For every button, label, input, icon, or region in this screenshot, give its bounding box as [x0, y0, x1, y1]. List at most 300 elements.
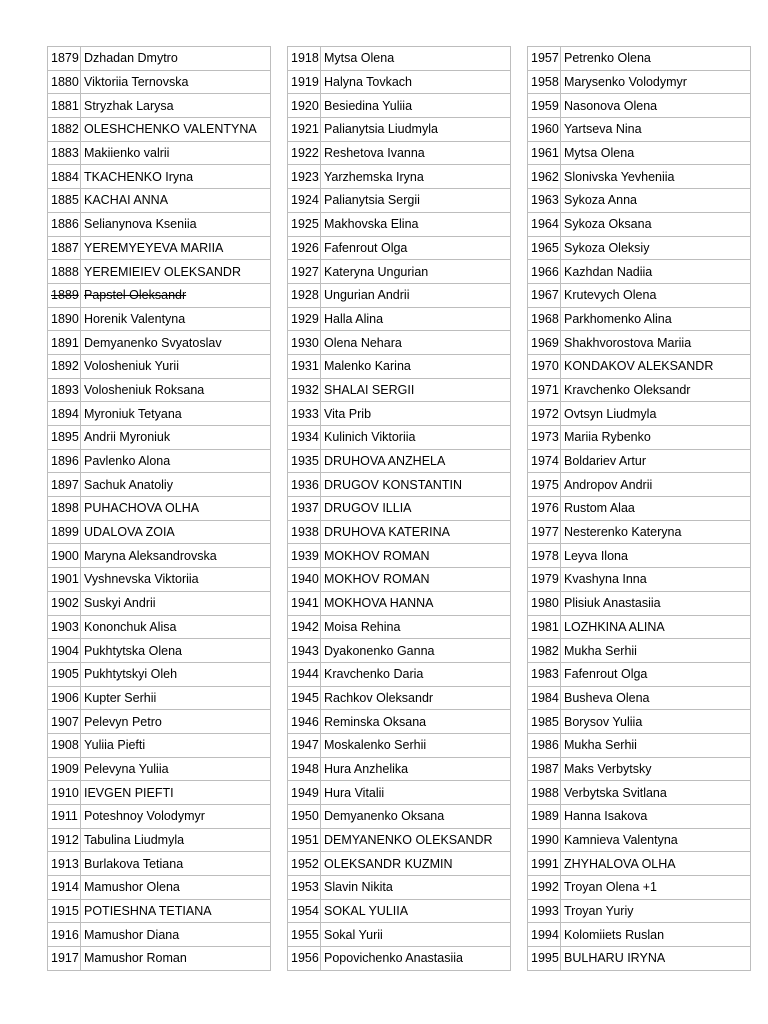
list-row — [288, 876, 511, 900]
entry-name: Sykoza Oleksiy — [561, 236, 751, 260]
entry-number: 1968 — [528, 307, 561, 331]
entry-name: MOKHOV ROMAN — [321, 568, 511, 592]
entry-number: 1899 — [48, 520, 81, 544]
entry-name: Makhovska Elina — [321, 212, 511, 236]
entry-number: 1948 — [288, 757, 321, 781]
list-row — [288, 331, 511, 355]
entry-number: 1980 — [528, 591, 561, 615]
entry-name: Vita Prib — [321, 402, 511, 426]
list-row — [288, 923, 511, 947]
entry-number: 1993 — [528, 899, 561, 923]
list-row — [528, 568, 751, 592]
list-row — [288, 710, 511, 734]
list-row — [48, 426, 271, 450]
entry-number: 1928 — [288, 283, 321, 307]
entry-number: 1910 — [48, 781, 81, 805]
entry-name: Popovichenko Anastasiia — [321, 947, 511, 971]
entry-name: LOZHKINA ALINA — [561, 615, 751, 639]
list-row — [288, 283, 511, 307]
entry-name: Suskyi Andrii — [81, 591, 271, 615]
entry-name: Kravchenko Oleksandr — [561, 378, 751, 402]
list-row — [528, 828, 751, 852]
entry-number: 1992 — [528, 876, 561, 900]
entry-name: Plisiuk Anastasiia — [561, 591, 751, 615]
entry-name: Krutevych Olena — [561, 283, 751, 307]
entry-number: 1977 — [528, 520, 561, 544]
list-row — [48, 378, 271, 402]
entry-name: Hanna Isakova — [561, 805, 751, 829]
entry-number: 1927 — [288, 260, 321, 284]
entry-name: Mytsa Olena — [561, 141, 751, 165]
entry-name: YEREMIEIEV OLEKSANDR — [81, 260, 271, 284]
entry-name: Tabulina Liudmyla — [81, 828, 271, 852]
entry-number: 1881 — [48, 94, 81, 118]
list-row — [48, 876, 271, 900]
entry-name: Mamushor Roman — [81, 947, 271, 971]
entry-number: 1925 — [288, 212, 321, 236]
entry-number: 1979 — [528, 568, 561, 592]
list-row — [288, 568, 511, 592]
list-row — [288, 94, 511, 118]
entry-number: 1887 — [48, 236, 81, 260]
list-row — [288, 615, 511, 639]
entry-name: Volosheniuk Yurii — [81, 354, 271, 378]
entry-number: 1950 — [288, 805, 321, 829]
entry-number: 1909 — [48, 757, 81, 781]
list-row — [528, 473, 751, 497]
entry-number: 1971 — [528, 378, 561, 402]
list-row — [528, 639, 751, 663]
entry-name: POTIESHNA TETIANA — [81, 899, 271, 923]
list-row — [288, 378, 511, 402]
entry-number: 1915 — [48, 899, 81, 923]
list-row — [288, 260, 511, 284]
entry-number: 1969 — [528, 331, 561, 355]
list-row — [288, 118, 511, 142]
entry-name: Verbytska Svitlana — [561, 781, 751, 805]
entry-name: Fafenrout Olga — [321, 236, 511, 260]
entry-name: Maryna Aleksandrovska — [81, 544, 271, 568]
entry-name: Nasonova Olena — [561, 94, 751, 118]
entry-name: Rachkov Oleksandr — [321, 686, 511, 710]
list-row — [528, 283, 751, 307]
list-row — [48, 354, 271, 378]
entry-name: Parkhomenko Alina — [561, 307, 751, 331]
list-row — [288, 662, 511, 686]
entry-number: 1879 — [48, 47, 81, 71]
entry-number: 1958 — [528, 70, 561, 94]
list-row — [528, 615, 751, 639]
entry-number: 1930 — [288, 331, 321, 355]
list-row — [528, 733, 751, 757]
entry-name: Stryzhak Larysa — [81, 94, 271, 118]
entry-name: Pavlenko Alona — [81, 449, 271, 473]
list-row — [48, 118, 271, 142]
entry-number: 1916 — [48, 923, 81, 947]
entry-number: 1883 — [48, 141, 81, 165]
entry-number: 1976 — [528, 497, 561, 521]
list-row — [288, 354, 511, 378]
entry-number: 1908 — [48, 733, 81, 757]
entry-number: 1964 — [528, 212, 561, 236]
entry-number: 1939 — [288, 544, 321, 568]
entry-number: 1893 — [48, 378, 81, 402]
entry-number: 1917 — [48, 947, 81, 971]
entry-name: PUHACHOVA OLHA — [81, 497, 271, 521]
entry-name: Sokal Yurii — [321, 923, 511, 947]
entry-number: 1981 — [528, 615, 561, 639]
entry-name: Sykoza Anna — [561, 189, 751, 213]
list-row — [48, 757, 271, 781]
list-row — [48, 520, 271, 544]
list-row — [528, 354, 751, 378]
entry-name: Pukhtytska Olena — [81, 639, 271, 663]
entry-name: SHALAI SERGII — [321, 378, 511, 402]
entry-name: Fafenrout Olga — [561, 662, 751, 686]
entry-number: 1972 — [528, 402, 561, 426]
list-row — [48, 307, 271, 331]
entry-name: Pelevyn Petro — [81, 710, 271, 734]
entry-number: 1946 — [288, 710, 321, 734]
entry-name: MOKHOV ROMAN — [321, 544, 511, 568]
list-row — [288, 591, 511, 615]
entry-number: 1901 — [48, 568, 81, 592]
list-row — [288, 473, 511, 497]
list-row — [288, 70, 511, 94]
name-list-column-2 — [287, 46, 511, 971]
entry-number: 1904 — [48, 639, 81, 663]
entry-name: OLESHCHENKO VALENTYNA — [81, 118, 271, 142]
entry-number: 1941 — [288, 591, 321, 615]
entry-number: 1940 — [288, 568, 321, 592]
list-row — [288, 141, 511, 165]
list-row — [48, 923, 271, 947]
list-row — [48, 568, 271, 592]
entry-name: Hura Anzhelika — [321, 757, 511, 781]
list-row — [528, 94, 751, 118]
entry-name: UDALOVA ZOIA — [81, 520, 271, 544]
entry-number: 1923 — [288, 165, 321, 189]
entry-number: 1880 — [48, 70, 81, 94]
list-row — [288, 828, 511, 852]
entry-number: 1926 — [288, 236, 321, 260]
list-row — [288, 402, 511, 426]
entry-number: 1932 — [288, 378, 321, 402]
list-row — [48, 615, 271, 639]
entry-number: 1934 — [288, 426, 321, 450]
entry-name: Malenko Karina — [321, 354, 511, 378]
entry-name: Marysenko Volodymyr — [561, 70, 751, 94]
list-row — [288, 733, 511, 757]
entry-name: Kravchenko Daria — [321, 662, 511, 686]
list-row — [48, 331, 271, 355]
entry-name: TKACHENKO Iryna — [81, 165, 271, 189]
list-row — [48, 141, 271, 165]
entry-number: 1913 — [48, 852, 81, 876]
list-row — [288, 497, 511, 521]
list-row — [528, 899, 751, 923]
entry-name: Ungurian Andrii — [321, 283, 511, 307]
entry-number: 1896 — [48, 449, 81, 473]
list-row — [528, 141, 751, 165]
entry-number: 1945 — [288, 686, 321, 710]
entry-name: Besiedina Yuliia — [321, 94, 511, 118]
list-row — [48, 283, 271, 307]
list-row — [48, 189, 271, 213]
list-row — [48, 828, 271, 852]
entry-name: Mamushor Diana — [81, 923, 271, 947]
list-row — [288, 639, 511, 663]
list-row — [48, 47, 271, 71]
entry-number: 1989 — [528, 805, 561, 829]
entry-name: Kvashyna Inna — [561, 568, 751, 592]
entry-name: Kolomiiets Ruslan — [561, 923, 751, 947]
entry-name: Reshetova Ivanna — [321, 141, 511, 165]
list-row — [528, 497, 751, 521]
list-row — [288, 757, 511, 781]
name-list-column-3 — [527, 46, 751, 971]
list-row — [528, 805, 751, 829]
entry-name: Burlakova Tetiana — [81, 852, 271, 876]
list-row — [528, 212, 751, 236]
list-row — [48, 94, 271, 118]
list-row — [48, 212, 271, 236]
entry-name: Volosheniuk Roksana — [81, 378, 271, 402]
entry-name: Kateryna Ungurian — [321, 260, 511, 284]
list-row — [48, 781, 271, 805]
list-row — [288, 426, 511, 450]
entry-name: DRUGOV ILLIA — [321, 497, 511, 521]
list-row — [528, 165, 751, 189]
entry-name: Kamnieva Valentyna — [561, 828, 751, 852]
entry-number: 1987 — [528, 757, 561, 781]
entry-number: 1918 — [288, 47, 321, 71]
entry-number: 1988 — [528, 781, 561, 805]
list-row — [528, 449, 751, 473]
entry-name: Palianytsia Sergii — [321, 189, 511, 213]
entry-name: Sachuk Anatoliy — [81, 473, 271, 497]
entry-name: IEVGEN PIEFTI — [81, 781, 271, 805]
entry-number: 1882 — [48, 118, 81, 142]
entry-name: YEREMYEYEVA MARIIA — [81, 236, 271, 260]
list-row — [48, 165, 271, 189]
entry-name: Dyakonenko Ganna — [321, 639, 511, 663]
entry-number: 1966 — [528, 260, 561, 284]
entry-name: DEMYANENKO OLEKSANDR — [321, 828, 511, 852]
list-row — [288, 544, 511, 568]
list-row — [48, 402, 271, 426]
list-row — [528, 331, 751, 355]
list-row — [48, 662, 271, 686]
entry-name: Kononchuk Alisa — [81, 615, 271, 639]
entry-number: 1886 — [48, 212, 81, 236]
entry-name: Demyanenko Svyatoslav — [81, 331, 271, 355]
entry-number: 1944 — [288, 662, 321, 686]
entry-name: Mukha Serhii — [561, 639, 751, 663]
entry-name: Borysov Yuliia — [561, 710, 751, 734]
list-row — [288, 781, 511, 805]
list-row — [288, 189, 511, 213]
list-row — [528, 402, 751, 426]
entry-number: 1951 — [288, 828, 321, 852]
list-row — [528, 236, 751, 260]
entry-name: Demyanenko Oksana — [321, 805, 511, 829]
entry-number: 1991 — [528, 852, 561, 876]
entry-number: 1885 — [48, 189, 81, 213]
entry-name: Yarzhemska Iryna — [321, 165, 511, 189]
list-row — [528, 426, 751, 450]
list-row — [48, 733, 271, 757]
list-row — [48, 686, 271, 710]
list-row — [288, 307, 511, 331]
list-row — [528, 923, 751, 947]
list-row — [288, 852, 511, 876]
entry-number: 1936 — [288, 473, 321, 497]
entry-number: 1956 — [288, 947, 321, 971]
entry-name: Slonivska Yevheniia — [561, 165, 751, 189]
list-row — [48, 710, 271, 734]
entry-name: Yartseva Nina — [561, 118, 751, 142]
list-row — [48, 497, 271, 521]
entry-number: 1889 — [48, 283, 81, 307]
entry-name: ZHYHALOVA OLHA — [561, 852, 751, 876]
list-row — [528, 686, 751, 710]
entry-name: DRUGOV KONSTANTIN — [321, 473, 511, 497]
entry-name: Maks Verbytsky — [561, 757, 751, 781]
entry-name: Mukha Serhii — [561, 733, 751, 757]
entry-number: 1933 — [288, 402, 321, 426]
list-row — [48, 473, 271, 497]
entry-name: Leyva Ilona — [561, 544, 751, 568]
entry-number: 1984 — [528, 686, 561, 710]
entry-name: Hura Vitalii — [321, 781, 511, 805]
list-row — [48, 449, 271, 473]
list-row — [528, 70, 751, 94]
entry-number: 1905 — [48, 662, 81, 686]
entry-name: Mariia Rybenko — [561, 426, 751, 450]
entry-number: 1888 — [48, 260, 81, 284]
entry-number: 1973 — [528, 426, 561, 450]
entry-name: Dzhadan Dmytro — [81, 47, 271, 71]
entry-number: 1982 — [528, 639, 561, 663]
list-row — [48, 947, 271, 971]
list-row — [528, 757, 751, 781]
list-row — [288, 899, 511, 923]
entry-number: 1919 — [288, 70, 321, 94]
entry-number: 1986 — [528, 733, 561, 757]
list-row — [528, 852, 751, 876]
list-row — [288, 165, 511, 189]
entry-name: SOKAL YULIIA — [321, 899, 511, 923]
entry-number: 1965 — [528, 236, 561, 260]
entry-name: Shakhvorostova Mariia — [561, 331, 751, 355]
entry-number: 1892 — [48, 354, 81, 378]
entry-name: Nesterenko Kateryna — [561, 520, 751, 544]
list-row — [288, 947, 511, 971]
list-row — [48, 639, 271, 663]
entry-number: 1924 — [288, 189, 321, 213]
list-row — [48, 591, 271, 615]
entry-name: MOKHOVA HANNA — [321, 591, 511, 615]
entry-number: 1929 — [288, 307, 321, 331]
entry-number: 1935 — [288, 449, 321, 473]
entry-number: 1994 — [528, 923, 561, 947]
entry-number: 1955 — [288, 923, 321, 947]
entry-name: Selianynova Kseniia — [81, 212, 271, 236]
entry-number: 1949 — [288, 781, 321, 805]
entry-number: 1957 — [528, 47, 561, 71]
entry-number: 1967 — [528, 283, 561, 307]
entry-name: DRUHOVA KATERINA — [321, 520, 511, 544]
entry-number: 1995 — [528, 947, 561, 971]
entry-name: Reminska Oksana — [321, 710, 511, 734]
entry-number: 1911 — [48, 805, 81, 829]
entry-name: Busheva Olena — [561, 686, 751, 710]
entry-name: Kulinich Viktoriia — [321, 426, 511, 450]
entry-number: 1974 — [528, 449, 561, 473]
entry-number: 1921 — [288, 118, 321, 142]
entry-number: 1975 — [528, 473, 561, 497]
entry-name: Mamushor Olena — [81, 876, 271, 900]
list-row — [528, 591, 751, 615]
entry-number: 1898 — [48, 497, 81, 521]
entry-name: Troyan Olena +1 — [561, 876, 751, 900]
entry-name: Kazhdan Nadiia — [561, 260, 751, 284]
entry-number: 1959 — [528, 94, 561, 118]
entry-name: Viktoriia Ternovska — [81, 70, 271, 94]
name-list-column-1 — [47, 46, 271, 971]
entry-number: 1884 — [48, 165, 81, 189]
entry-number: 1906 — [48, 686, 81, 710]
entry-name: Moskalenko Serhii — [321, 733, 511, 757]
entry-name: Mytsa Olena — [321, 47, 511, 71]
entry-name: Moisa Rehina — [321, 615, 511, 639]
entry-number: 1914 — [48, 876, 81, 900]
entry-number: 1985 — [528, 710, 561, 734]
entry-number: 1947 — [288, 733, 321, 757]
entry-name: Olena Nehara — [321, 331, 511, 355]
entry-name: Boldariev Artur — [561, 449, 751, 473]
entry-number: 1902 — [48, 591, 81, 615]
entry-name: KACHAI ANNA — [81, 189, 271, 213]
entry-name: OLEKSANDR KUZMIN — [321, 852, 511, 876]
entry-number: 1937 — [288, 497, 321, 521]
entry-name: Halla Alina — [321, 307, 511, 331]
entry-number: 1912 — [48, 828, 81, 852]
entry-number: 1891 — [48, 331, 81, 355]
entry-number: 1960 — [528, 118, 561, 142]
list-row — [288, 805, 511, 829]
list-row — [48, 236, 271, 260]
entry-name: Pukhtytskyi Oleh — [81, 662, 271, 686]
entry-name: Palianytsia Liudmyla — [321, 118, 511, 142]
entry-number: 1897 — [48, 473, 81, 497]
list-row — [528, 260, 751, 284]
list-row — [528, 118, 751, 142]
entry-number: 1963 — [528, 189, 561, 213]
entry-name: KONDAKOV ALEKSANDR — [561, 354, 751, 378]
entry-name: Sykoza Oksana — [561, 212, 751, 236]
entry-number: 1983 — [528, 662, 561, 686]
list-row — [288, 686, 511, 710]
entry-number: 1954 — [288, 899, 321, 923]
entry-number: 1943 — [288, 639, 321, 663]
list-row — [528, 781, 751, 805]
list-row — [48, 544, 271, 568]
entry-name: Makiienko valrii — [81, 141, 271, 165]
entry-number: 1970 — [528, 354, 561, 378]
entry-number: 1942 — [288, 615, 321, 639]
